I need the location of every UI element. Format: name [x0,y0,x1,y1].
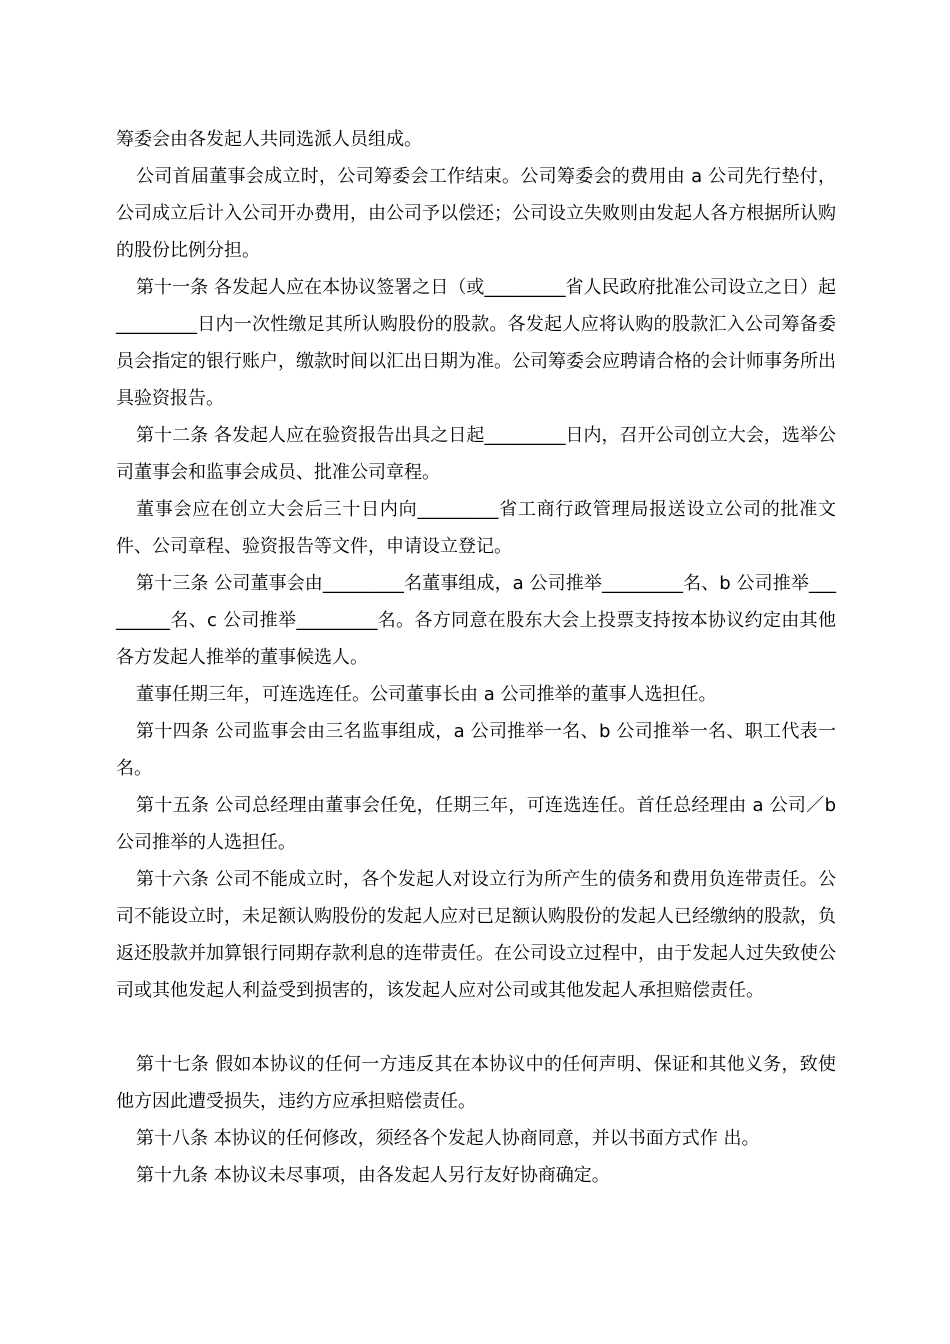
paragraph-article-18: 第十八条 本协议的任何修改，须经各个发起人协商同意，并以书面方式作 出。 [136,1128,760,1149]
paragraph-director-term: 董事任期三年，可连选连任。公司董事长由 a 公司推举的董事人选担任。 [136,684,717,705]
paragraph-article-13: 第十三条 公司董事会由_________名董事组成，a 公司推举_________名、b 公司推举_________名、c 公司推举_________名。各方同意在股东大会上投票支持按本协议约定由其他各方发起人推举的董事候选人。 [116,573,836,668]
paragraph-registration: 董事会应在创立大会后三十日内向_________省工商行政管理局报送设立公司的批准文件、公司章程、验资报告等文件，申请设立登记。 [116,499,836,557]
paragraph-article-17: 第十七条 假如本协议的任何一方违反其在本协议中的任何声明、保证和其他义务，致使他方因此遭受损失，违约方应承担赔偿责任。 [116,1054,836,1112]
paragraph-committee-expenses: 公司首届董事会成立时，公司筹委会工作结束。公司筹委会的费用由 a 公司先行垫付，公司成立后计入公司开办费用，由公司予以偿还；公司设立失败则由发起人各方根据所认购的股份比例分担。 [116,166,836,261]
paragraph-committee-members: 筹委会由各发起人共同选派人员组成。 [116,129,422,150]
paragraph-article-19: 第十九条 本协议未尽事项，由各发起人另行友好协商确定。 [136,1165,610,1186]
paragraph-article-15: 第十五条 公司总经理由董事会任免，任期三年，可连选连任。首任总经理由 a 公司／b 公司推举的人选担任。 [116,795,836,853]
paragraph-article-14: 第十四条 公司监事会由三名监事组成，a 公司推举一名、b 公司推举一名、职工代表一名。 [116,721,836,779]
paragraph-article-12: 第十二条 各发起人应在验资报告出具之日起_________日内，召开公司创立大会，选举公司董事会和监事会成员、批准公司章程。 [116,425,836,483]
paragraph-article-16: 第十六条 公司不能成立时，各个发起人对设立行为所产生的债务和费用负连带责任。公司不能设立时，未足额认购股份的发起人应对已足额认购股份的发起人已经缴纳的股款，负返还股款并加算银行同期存款利息的连带责任。在公司设立过程中，由于发起人过失致使公司或其他发起人利益受到损害的，该发起人应对公司或其他发起人承担赔偿责任。 [116,869,836,1001]
paragraph-article-11: 第十一条 各发起人应在本协议签署之日（或_________省人民政府批准公司设立之日）起_________日内一次性缴足其所认购股份的股款。各发起人应将认购的股款汇入公司筹备委员会指定的银行账户，缴款时间以汇出日期为准。公司筹委会应聘请合格的会计师事务所出具验资报告。 [116,277,836,409]
